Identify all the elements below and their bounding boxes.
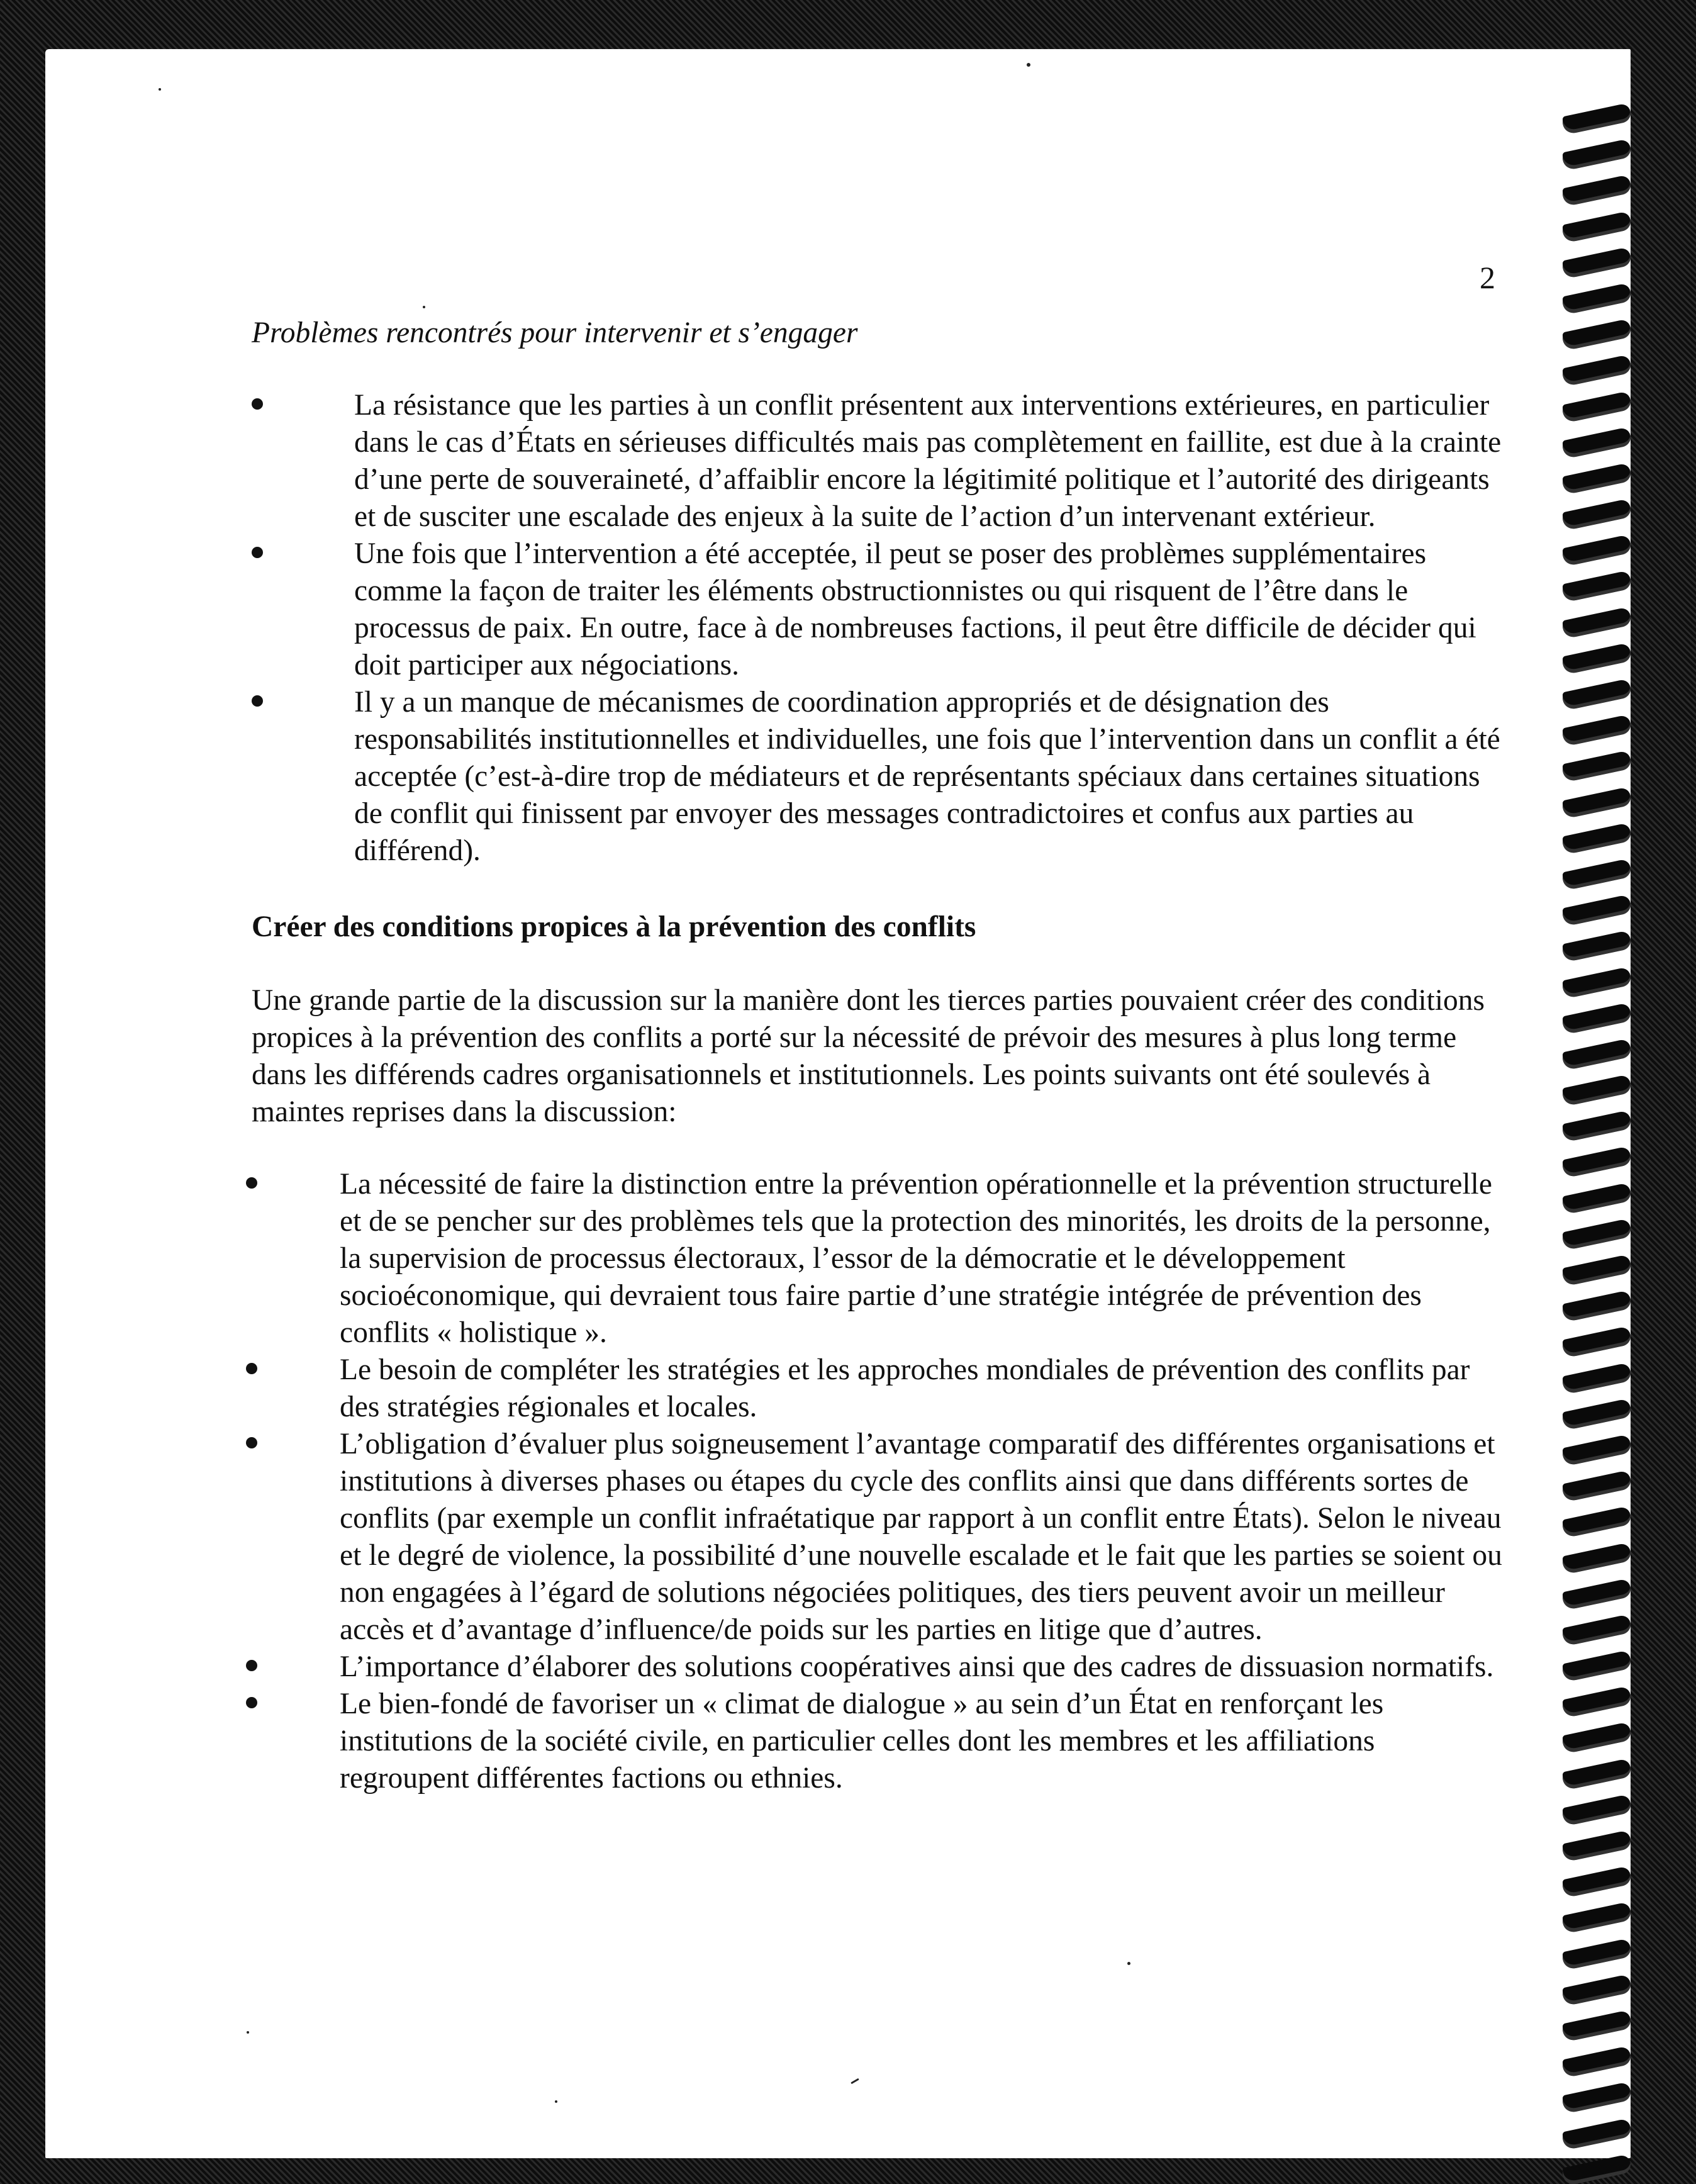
list-item [252, 535, 1510, 684]
intro-paragraph: Une grande partie de la discussion sur la manière dont les tierces parties pouvaient créer des conditions propices à la prévention des conflits a porté sur la nécessité de prévoir des mesures à plus long terme dans les différends cadres organisationnels et institutionnels. Les points suivants ont été soulevés à maintes reprises dans la discussion: [252, 984, 1485, 1128]
list-item [252, 1686, 1510, 1797]
section-title-engagement: Problèmes rencontrés pour intervenir et s’engager [252, 316, 858, 349]
bullet-icon [252, 547, 263, 558]
bullet-icon [246, 1363, 257, 1374]
page-number: 2 [1480, 260, 1495, 295]
bullet-icon [246, 1437, 257, 1448]
document-body [252, 315, 1510, 1797]
bullet-icon [246, 1660, 257, 1671]
list-item [252, 1166, 1510, 1352]
bullet-icon [252, 398, 263, 410]
bullet-icon [252, 695, 263, 707]
list-item-text: L’importance d’élaborer des solutions coopératives ainsi que des cadres de dissuasion normatifs. [340, 1650, 1494, 1683]
list-item-text: La résistance que les parties à un conflit présentent aux interventions extérieures, en particulier dans le cas d’États en sérieuses difficultés mais pas complètement en faillite, est due à la crainte d’une perte de souveraineté, d’affaiblir encore la légitimité politique et l’autorité des dirigeants et de susciter une escalade des enjeux à la suite de l’action d’un intervenant extérieur. [354, 389, 1502, 533]
engagement-problems-list [252, 387, 1510, 870]
list-item-text: La nécessité de faire la distinction entre la prévention opérationnelle et la prévention structurelle et de se pencher sur des problèmes tels que la protection des minorités, les droits de la personne, la supervision de processus électoraux, l’essor de la démocratie et le développement socioéconomique, qui devraient tous faire partie d’une stratégie intégrée de prévention des conflits « holistique ». [340, 1168, 1492, 1349]
list-item-text: Une fois que l’intervention a été acceptée, il peut se poser des problèmes supplémentaires comme la façon de traiter les éléments obstructionnistes ou qui risquent de l’être dans le processus de paix. En outre, face à de nombreuses factions, il peut être difficile de décider qui doit participer aux négociations. [354, 537, 1476, 681]
bullet-icon [246, 1697, 257, 1708]
spiral-binding [1554, 109, 1631, 2180]
list-item [252, 1352, 1510, 1426]
list-item-text: Le besoin de compléter les stratégies et les approches mondiales de prévention des conflits par des stratégies régionales et locales. [340, 1353, 1470, 1423]
prevention-points-list [252, 1166, 1510, 1797]
bullet-icon [246, 1177, 257, 1189]
list-item-text: Il y a un manque de mécanismes de coordination appropriés et de désignation des responsabilités institutionnelles et individuelles, une fois que l’intervention dans un conflit a été acceptée (c’est-à-dire trop de médiateurs et de représentants spéciaux dans certaines situations de conflit qui finissent par envoyer des messages contradictoires et confus aux parties au différend). [354, 686, 1500, 867]
list-item-text: L’obligation d’évaluer plus soigneusement l’avantage comparatif des différentes organisations et institutions à diverses phases ou étapes du cycle des conflits ainsi que dans différents sortes de conflits (par exemple un conflit infraétatique par rapport à un conflit entre États). Selon le niveau et le degré de violence, la possibilité d’une nouvelle escalade et le fait que les parties se soient ou non engagées à l’égard de solutions négociées politiques, des tiers peuvent avoir un meilleur accès et d’avantage d’influence/de poids sur les parties en litige que d’autres. [340, 1428, 1502, 1646]
list-item [252, 1649, 1510, 1686]
list-item-text: Le bien-fondé de favoriser un « climat de dialogue » au sein d’un État en renforçant les institutions de la société civile, en particulier celles dont les membres et les affiliations regroupent différentes factions ou ethnies. [340, 1688, 1384, 1795]
section-title-prevention: Créer des conditions propices à la prévention des conflits [252, 910, 976, 943]
list-item [252, 684, 1510, 870]
list-item [252, 1426, 1510, 1649]
list-item [252, 387, 1510, 535]
